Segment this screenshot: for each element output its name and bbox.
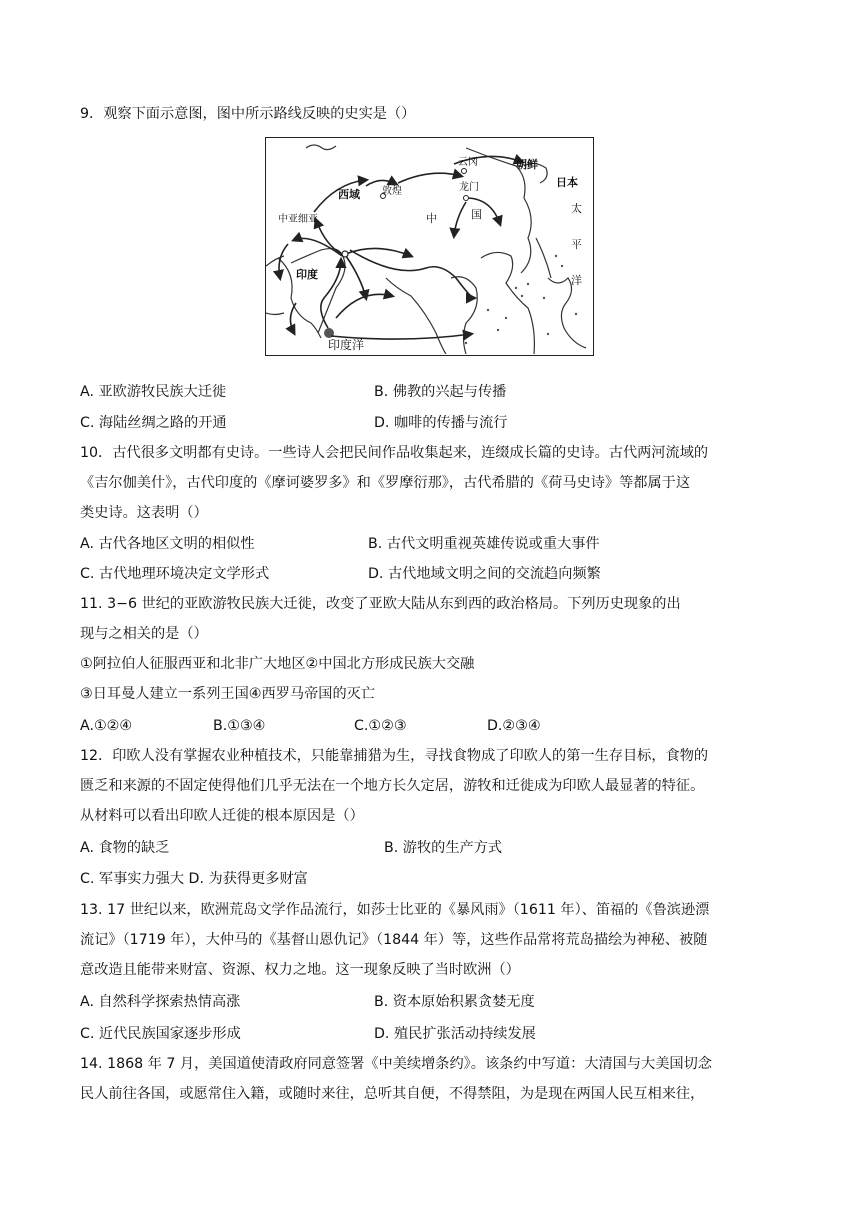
coastline bbox=[266, 145, 586, 354]
q9-option-c[interactable]: C. 海陆丝绸之路的开通 bbox=[80, 415, 227, 431]
q13-option-a[interactable]: A. 自然科学探索热情高涨 bbox=[80, 994, 241, 1010]
label-central-asia: 中亚细亚 bbox=[278, 214, 318, 225]
q9-stem: 9．观察下面示意图，图中所示路线反映的史实是（） bbox=[80, 106, 416, 122]
label-japan: 日本 bbox=[556, 176, 578, 189]
origin-point bbox=[342, 251, 348, 257]
q10-line-3: 类史诗。这表明（） bbox=[80, 505, 208, 521]
q12-option-b[interactable]: B. 游牧的生产方式 bbox=[384, 840, 503, 856]
label-guo: 国 bbox=[471, 208, 482, 221]
q13-option-d[interactable]: D. 殖民扩张活动持续发展 bbox=[374, 1026, 536, 1042]
spread-routes bbox=[279, 156, 522, 339]
q9-option-b[interactable]: B. 佛教的兴起与传播 bbox=[374, 384, 507, 400]
label-pacific-2: 平 bbox=[571, 238, 582, 251]
q10-option-d[interactable]: D. 古代地域文明之间的交流趋向频繁 bbox=[368, 566, 601, 582]
q11-line-3: ①阿拉伯人征服西亚和北非广大地区②中国北方形成民族大交融 bbox=[80, 656, 475, 672]
longmen-point bbox=[464, 196, 469, 201]
q11-line-1: 11. 3−6 世纪的亚欧游牧民族大迁徙，改变了亚欧大陆从东到西的政治格局。下列历史现象的出 bbox=[80, 596, 681, 612]
q10-line-2: 《吉尔伽美什》，古代印度的《摩诃婆罗多》和《罗摩衍那》，古代希腊的《荷马史诗》等都属于这 bbox=[80, 475, 691, 491]
label-yungang: 云冈 bbox=[458, 157, 478, 168]
q13-line-1: 13. 17 世纪以来，欧洲荒岛文学作品流行，如莎士比亚的《暴风雨》（1611 年）、笛福的《鲁滨逊漂 bbox=[80, 902, 710, 918]
q13-line-3: 意改造且能带来财富、资源、权力之地。这一现象反映了当时欧洲（） bbox=[80, 962, 520, 978]
q10-option-c[interactable]: C. 古代地理环境决定文学形式 bbox=[80, 566, 270, 582]
q11-option-d[interactable]: D.②③④ bbox=[487, 718, 541, 734]
q9-option-a[interactable]: A. 亚欧游牧民族大迁徙 bbox=[80, 384, 227, 400]
q9-option-d[interactable]: D. 咖啡的传播与流行 bbox=[374, 415, 508, 431]
q14-line-2: 民人前往各国，或愿常住入籍，或随时来往，总听其自便，不得禁阻，为是现在两国人民互相来往， bbox=[80, 1086, 705, 1102]
q14-line-1: 14. 1868 年 7 月，美国道使清政府同意签署《中美续增条约》。该条约中写道：大清国与大美国切念 bbox=[80, 1056, 712, 1072]
q11-option-c[interactable]: C.①②③ bbox=[354, 718, 407, 734]
label-pacific-3: 洋 bbox=[571, 274, 582, 287]
q12-line-1: 12．印欧人没有掌握农业种植技术，只能靠捕猎为生，寻找食物成了印欧人的第一生存目标，食物的 bbox=[80, 748, 709, 764]
q12-line-2: 匮乏和来源的不固定使得他们几乎无法在一个地方长久定居，游牧和迁徙成为印欧人最显著的特征。 bbox=[80, 778, 705, 794]
q13-option-b[interactable]: B. 资本原始积累贪婪无度 bbox=[374, 994, 535, 1010]
label-india: 印度 bbox=[296, 268, 318, 281]
label-zhong: 中 bbox=[426, 212, 437, 225]
q13-option-c[interactable]: C. 近代民族国家逐步形成 bbox=[80, 1026, 241, 1042]
label-longmen: 龙门 bbox=[459, 182, 479, 193]
q10-option-b[interactable]: B. 古代文明重视英雄传说或重大事件 bbox=[368, 536, 600, 552]
map-svg bbox=[266, 138, 592, 354]
q11-line-2: 现与之相关的是（） bbox=[80, 626, 208, 642]
islands bbox=[324, 255, 577, 344]
q12-option-a[interactable]: A. 食物的缺乏 bbox=[80, 840, 170, 856]
q12-line-3: 从材料可以看出印欧人迁徙的根本原因是（） bbox=[80, 808, 364, 824]
q13-line-2: 流记》（1719 年），大仲马的《基督山恩仇记》（1844 年）等，这些作品常将荒岛描绘为神秘、被随 bbox=[80, 932, 708, 948]
label-indian-ocean: 印度洋 bbox=[328, 338, 365, 352]
q11-option-b[interactable]: B.①③④ bbox=[213, 718, 266, 734]
q11-option-a[interactable]: A.①②④ bbox=[80, 718, 133, 734]
q10-option-a[interactable]: A. 古代各地区文明的相似性 bbox=[80, 536, 255, 552]
label-xiyu: 西域 bbox=[338, 188, 360, 201]
label-dunhuang: 敦煌 bbox=[382, 186, 402, 197]
q12-option-cd[interactable]: C. 军事实力强大 D. 为获得更多财富 bbox=[80, 871, 308, 887]
buddhism-spread-map bbox=[265, 137, 594, 356]
yungang-point bbox=[462, 169, 467, 174]
q10-line-1: 10．古代很多文明都有史诗。一些诗人会把民间作品收集起来，连缀成长篇的史诗。古代两河流域的 bbox=[80, 445, 709, 461]
q11-line-4: ③日耳曼人建立一系列王国④西罗马帝国的灭亡 bbox=[80, 686, 376, 702]
label-pacific-1: 太 bbox=[571, 202, 582, 215]
label-korea: 朝鲜 bbox=[516, 158, 538, 171]
